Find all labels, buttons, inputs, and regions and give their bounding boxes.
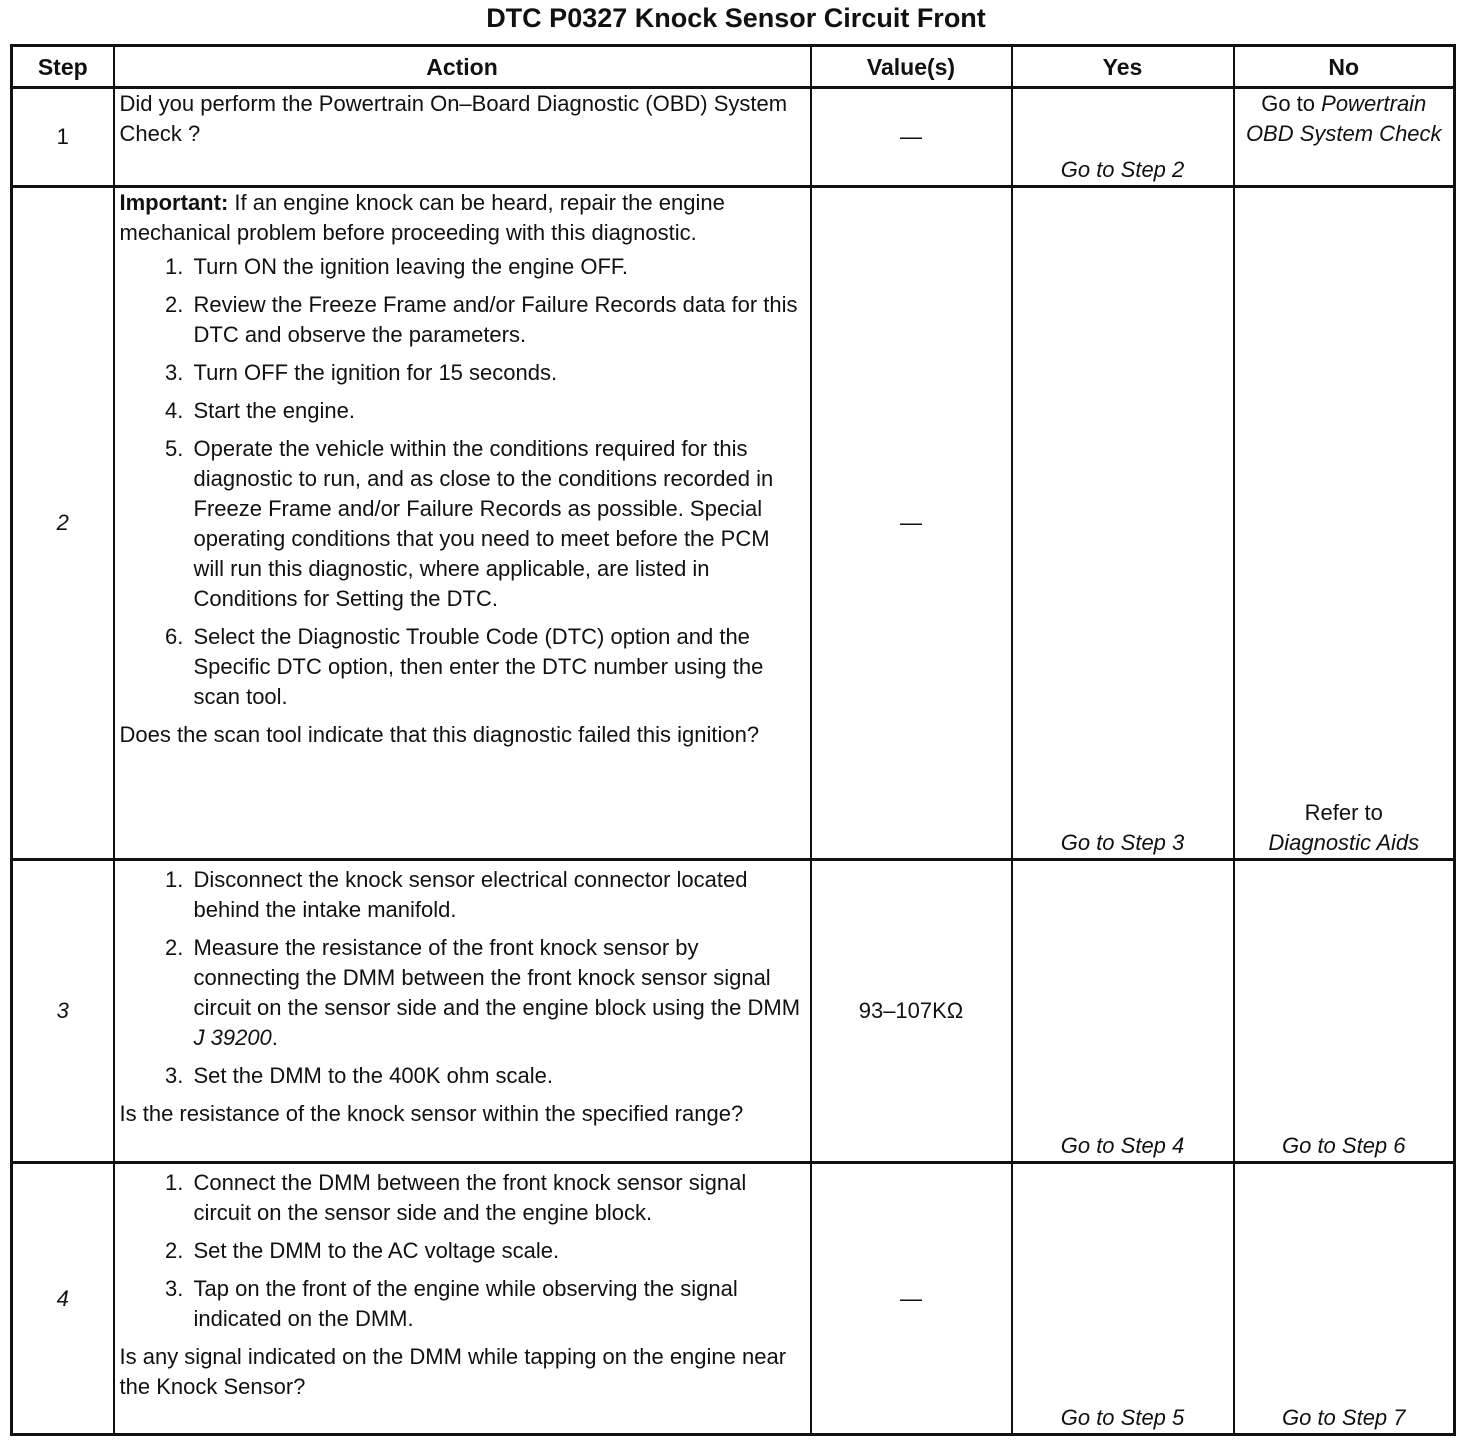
page-title: DTC P0327 Knock Sensor Circuit Front: [486, 3, 986, 33]
value-cell: —: [811, 88, 1012, 187]
list-item: 3. Turn OFF the ignition for 15 seconds.: [190, 358, 805, 388]
no-link[interactable]: Diagnostic Aids: [1268, 830, 1420, 855]
yes-link[interactable]: Go to Step 2: [1012, 88, 1234, 187]
procedure-list: [120, 252, 805, 712]
value-cell: —: [811, 1163, 1012, 1435]
list-item: 6. Select the Diagnostic Trouble Code (DTC) option and the Specific DTC option, then enter the DTC number using the scan tool.: [190, 622, 805, 712]
step-question: Is any signal indicated on the DMM while tapping on the engine near the Knock Sensor?: [119, 1344, 787, 1399]
important-note: [120, 188, 805, 248]
step-number: 4: [12, 1163, 114, 1435]
procedure-list: [120, 1168, 805, 1334]
list-item: 5. Operate the vehicle within the conditions required for this diagnostic to run, and as close to the conditions recorded in Freeze Frame and/or Failure Records as possible. Special operating conditions that you need to meet before the PCM will run this diagnostic, where applicable, are listed in Conditions for Setting the DTC.: [190, 434, 805, 614]
header-yes: Yes: [1012, 46, 1234, 88]
header-action: Action: [114, 46, 811, 88]
header-no: No: [1234, 46, 1455, 88]
header-values: Value(s): [811, 46, 1012, 88]
header-row: [12, 46, 1455, 88]
step-question: Does the scan tool indicate that this diagnostic failed this ignition?: [119, 722, 760, 747]
tool-reference: J 39200: [193, 1025, 272, 1050]
header-step: Step: [12, 46, 114, 88]
list-item: 3. Tap on the front of the engine while observing the signal indicated on the DMM.: [190, 1274, 805, 1334]
action-cell: [114, 187, 811, 860]
action-cell: [114, 860, 811, 1163]
list-item: 4. Start the engine.: [190, 396, 805, 426]
step-question: Is the resistance of the knock sensor within the specified range?: [119, 1101, 744, 1126]
step-number: 2: [12, 187, 114, 860]
no-link[interactable]: Go to Step 7: [1234, 1163, 1455, 1435]
important-label: Important:: [119, 190, 229, 215]
list-item: 1. Disconnect the knock sensor electrical connector located behind the intake manifold.: [190, 865, 805, 925]
list-item-text: Measure the resistance of the front knock sensor by connecting the DMM between the front knock sensor signal circuit on the sensor side and the engine block using the DMM: [193, 935, 801, 1020]
list-item: 1. Turn ON the ignition leaving the engine OFF.: [190, 252, 805, 282]
yes-link[interactable]: Go to Step 3: [1012, 187, 1234, 860]
value-cell: 93–107KΩ: [811, 860, 1012, 1163]
step-number: 3: [12, 860, 114, 1163]
list-item: 2. Review the Freeze Frame and/or Failure Records data for this DTC and observe the parameters.: [190, 290, 805, 350]
table-row: [12, 187, 1455, 860]
list-item: [190, 933, 805, 1053]
value-cell: —: [811, 187, 1012, 860]
table-row: [12, 860, 1455, 1163]
yes-link[interactable]: Go to Step 4: [1012, 860, 1234, 1163]
no-cell[interactable]: [1234, 88, 1455, 187]
no-link[interactable]: Go to Step 6: [1234, 860, 1455, 1163]
tool-suffix: .: [271, 1025, 278, 1050]
diagnostic-table: [10, 44, 1456, 1436]
action-cell: [114, 88, 811, 187]
no-prefix: Go to: [1261, 91, 1316, 116]
step-question: Did you perform the Powertrain On–Board Diagnostic (OBD) System Check ?: [119, 91, 788, 146]
no-link[interactable]: Powertrain OBD System Check: [1245, 91, 1442, 146]
yes-link[interactable]: Go to Step 5: [1012, 1163, 1234, 1435]
procedure-list: [120, 865, 805, 1091]
list-item: 3. Set the DMM to the 400K ohm scale.: [190, 1061, 805, 1091]
action-cell: [114, 1163, 811, 1435]
no-cell[interactable]: [1234, 187, 1455, 860]
no-prefix: Refer to: [1304, 800, 1383, 825]
table-row: [12, 1163, 1455, 1435]
list-item: 1. Connect the DMM between the front knock sensor signal circuit on the sensor side and the engine block.: [190, 1168, 805, 1228]
step-number: 1: [12, 88, 114, 187]
table-row: [12, 88, 1455, 187]
list-item: 2. Set the DMM to the AC voltage scale.: [190, 1236, 805, 1266]
important-text: If an engine knock can be heard, repair the engine mechanical problem before proceeding with this diagnostic.: [119, 190, 725, 245]
